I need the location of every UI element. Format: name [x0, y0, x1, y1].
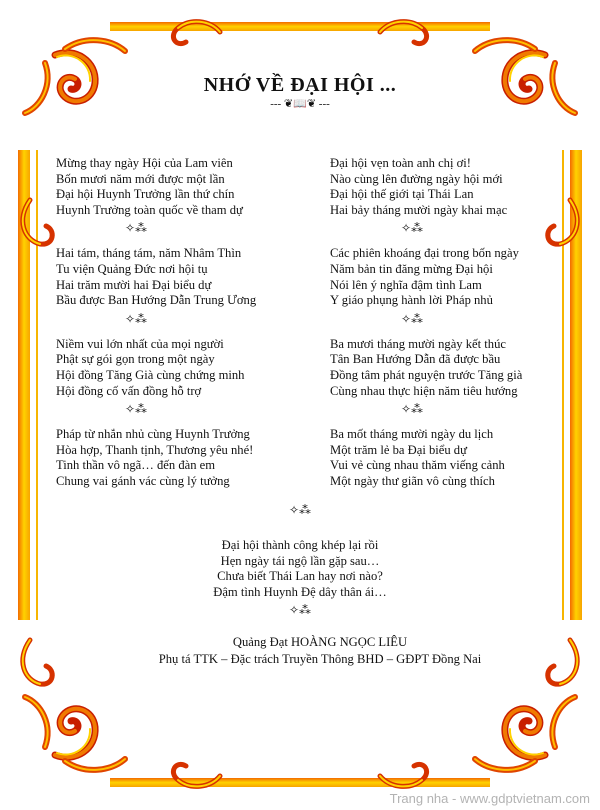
left-poem-column	[56, 156, 306, 490]
poem-line: Nói lên ý nghĩa đậm tình Lam	[330, 277, 482, 292]
poem-line: Chung vai gánh vác cùng lý tưởng	[56, 473, 230, 488]
poem-line: Tân Ban Hướng Dẫn đã được bầu	[330, 352, 501, 367]
poem-line: Đại hội Huynh Trưởng lần thứ chín	[56, 187, 235, 202]
poem-line: Pháp từ nhắn nhủ cùng Huynh Trưởng	[56, 427, 250, 442]
poem-line: Phật sự gói gọn trong một ngày	[56, 352, 215, 367]
corner-flame-bottom-left	[25, 697, 125, 770]
stanza	[56, 246, 306, 308]
stanza-separator: ✧⁂	[400, 402, 424, 417]
stanza	[330, 427, 570, 489]
poem-line: Hai bảy tháng mười ngày khai mạc	[330, 202, 508, 217]
stanza-separator: ✧⁂	[124, 402, 148, 417]
right-poem-column	[330, 156, 570, 490]
poem-line: Hội đồng cố vấn đồng hỗ trợ	[56, 383, 202, 398]
closing-stanza	[0, 538, 600, 600]
poem-line: Đại hội vẹn toàn anh chị ơi!	[330, 156, 471, 170]
poem-line: Hội đồng Tăng Già cùng chứng minh	[56, 367, 245, 382]
stanza	[56, 156, 306, 218]
stanza-separator: ✧⁂	[400, 311, 424, 326]
poem-line: Hẹn ngày tái ngộ lần gặp sau…	[220, 553, 380, 568]
poem-line: Bầu được Ban Hướng Dẫn Trung Ương	[56, 293, 257, 308]
poem-line: Ba mốt tháng mười ngày du lịch	[330, 427, 494, 442]
poem-line: Hòa hợp, Thanh tịnh, Thương yêu nhé!	[56, 442, 254, 457]
poem-line: Vui vẻ cùng nhau thăm viếng cảnh	[330, 458, 505, 473]
author-name: Quảng Đạt HOÀNG NGỌC LIÊU	[232, 635, 408, 649]
poem-line: Tinh thần vô ngã… đến đàn em	[56, 458, 216, 473]
poem-line: Nào cùng lên đường ngày hội mới	[330, 171, 503, 186]
corner-flame-bottom-right	[475, 697, 575, 770]
poem-line: Mừng thay ngày Hội của Lam viên	[56, 156, 233, 170]
poem-line: Đại hội thành công khép lại rồi	[221, 538, 379, 552]
poem-line: Đậm tình Huynh Đệ dây thân ái…	[213, 584, 387, 599]
poem-line: Các phiên khoáng đại trong bốn ngày	[330, 246, 519, 261]
poem-line: Huynh Trưởng toàn quốc về tham dự	[56, 202, 243, 217]
stanza	[330, 156, 570, 218]
poem-line: Niềm vui lớn nhất của mọi người	[56, 336, 224, 351]
stanza-separator: ✧⁂	[124, 311, 148, 326]
stanza	[330, 337, 570, 399]
stanza-separator: ✧⁂	[288, 503, 312, 517]
author-role: Phụ tá TTK – Đặc trách Truyền Thông BHD – GĐPT Đồng Nai	[158, 651, 482, 666]
signature	[0, 634, 600, 667]
poem-line: Năm bản tin đăng mừng Đại hội	[330, 261, 493, 276]
poem-line: Chưa biết Thái Lan hay nơi nào?	[217, 569, 383, 584]
stanza-separator: ✧⁂	[400, 221, 424, 236]
poem-line: Một trăm lẻ ba Đại biểu dự	[330, 442, 467, 457]
stanza	[330, 246, 570, 308]
poem-line: Y giáo phụng hành lời Pháp nhủ	[330, 293, 493, 308]
stanza-separator: ✧⁂	[288, 603, 312, 617]
poem-line: Cùng nhau thực hiện năm tiêu hướng	[330, 383, 518, 398]
poem-line: Hai trăm mười hai Đại biểu dự	[56, 277, 212, 292]
stanza	[56, 337, 306, 399]
stanza	[56, 427, 306, 489]
poem-line: Tu viện Quảng Đức nơi hội tụ	[56, 261, 208, 276]
title-ornament: --- ❦📖❦ ---	[270, 98, 330, 110]
poem-line: Ba mươi tháng mười ngày kết thúc	[330, 336, 506, 351]
stanza-separator: ✧⁂	[124, 221, 148, 236]
poem-line: Đồng tâm phát nguyện trước Tăng già	[330, 367, 523, 382]
poem-line: Đại hội thế giới tại Thái Lan	[330, 187, 474, 202]
poem-line: Hai tám, tháng tám, năm Nhâm Thìn	[56, 246, 242, 261]
page-title: NHỚ VỀ ĐẠI HỘI ...	[203, 74, 397, 96]
website-footer: Trang nha - www.gdptvietnam.com	[389, 791, 590, 806]
poem-line: Bốn mươi năm mới được một lần	[56, 171, 225, 186]
poem-line: Một ngày thư giãn vô cùng thích	[330, 473, 495, 488]
